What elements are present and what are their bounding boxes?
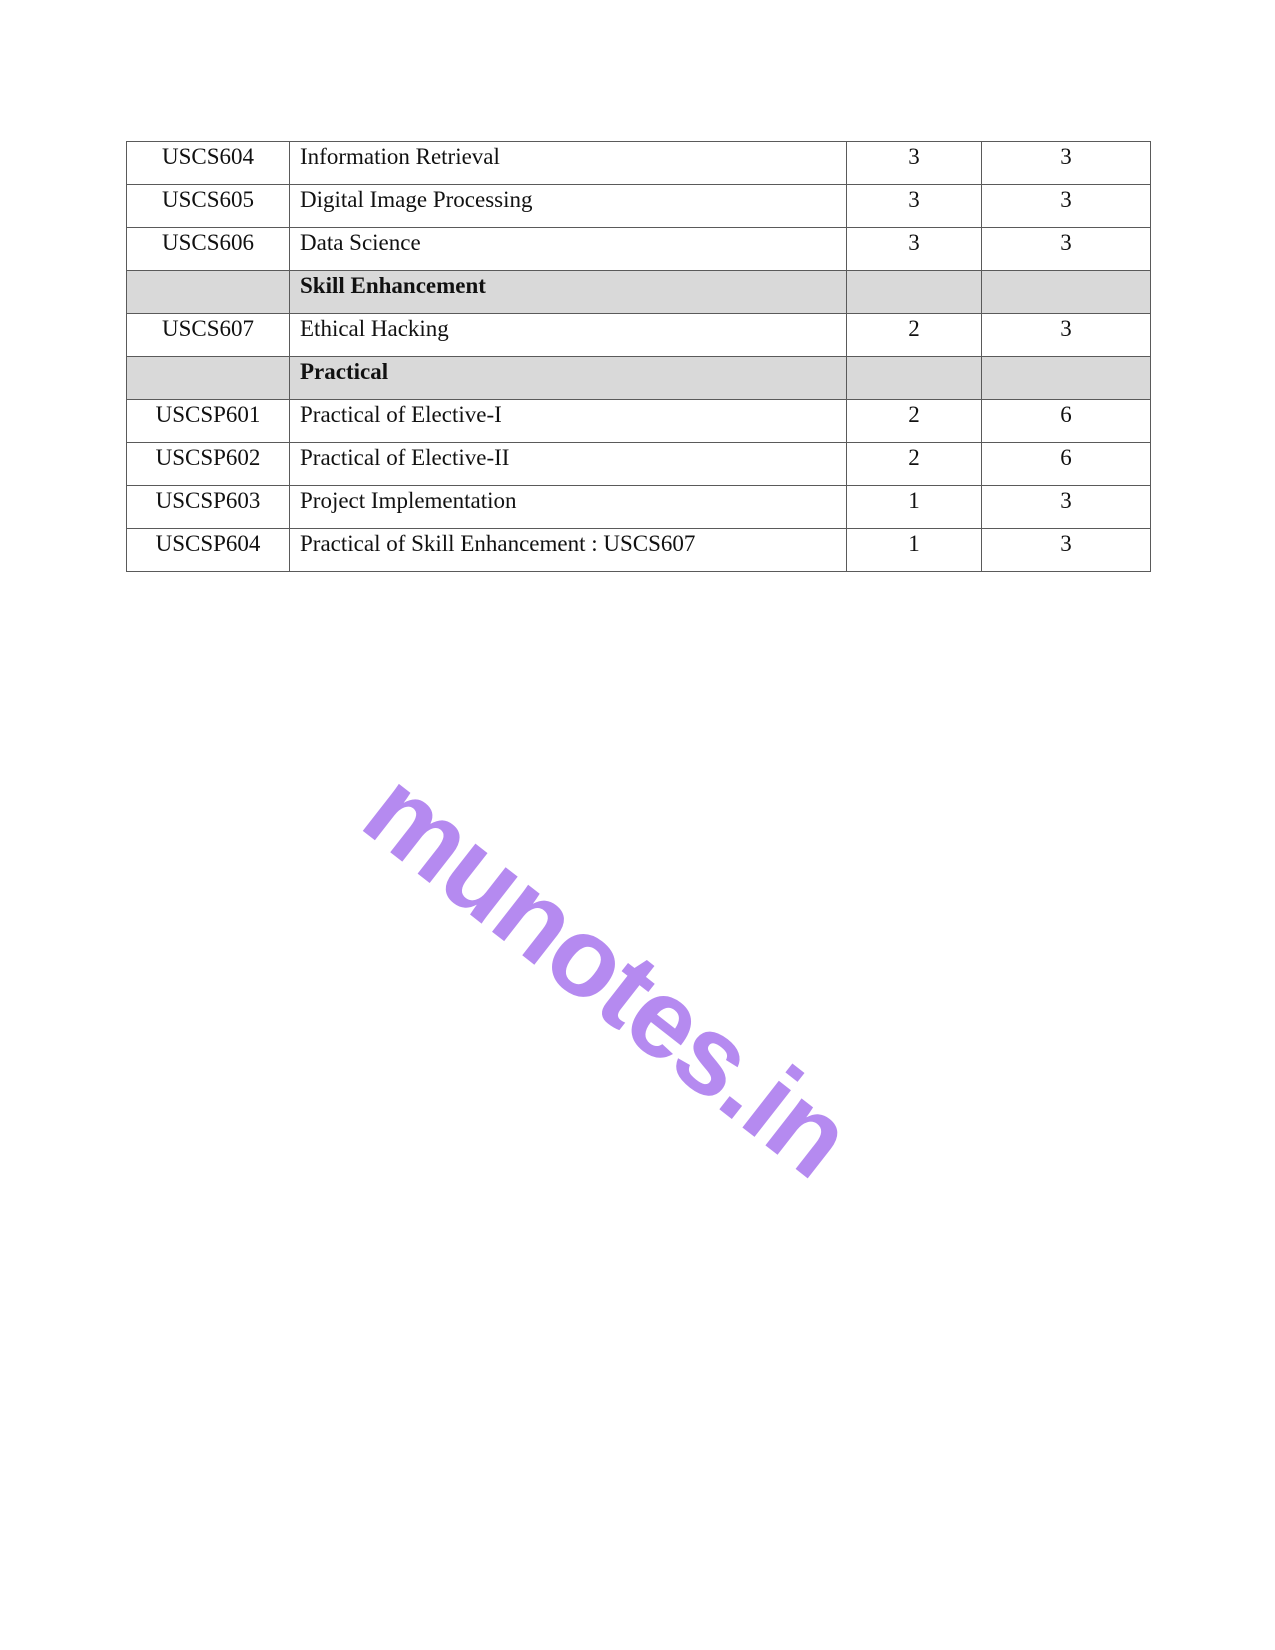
course-value-1: 2 xyxy=(847,314,982,357)
table-row xyxy=(127,400,1151,443)
table-row xyxy=(127,314,1151,357)
course-value-2: 3 xyxy=(982,486,1151,529)
course-name: Ethical Hacking xyxy=(290,314,847,357)
course-value-2: 3 xyxy=(982,142,1151,185)
course-value-2: 6 xyxy=(982,400,1151,443)
course-code: USCS604 xyxy=(127,142,290,185)
course-value-1: 3 xyxy=(847,228,982,271)
course-value-2: 3 xyxy=(982,185,1151,228)
watermark: munotes.in xyxy=(341,746,874,1201)
course-value-1: 3 xyxy=(847,185,982,228)
table-row xyxy=(127,486,1151,529)
course-value-2: 3 xyxy=(982,314,1151,357)
section-value-1 xyxy=(847,271,982,314)
course-name: Information Retrieval xyxy=(290,142,847,185)
table-row xyxy=(127,529,1151,572)
course-value-1: 3 xyxy=(847,142,982,185)
course-code: USCSP601 xyxy=(127,400,290,443)
syllabus-table xyxy=(126,141,1151,572)
section-code xyxy=(127,271,290,314)
course-code: USCSP602 xyxy=(127,443,290,486)
section-code xyxy=(127,357,290,400)
table-row xyxy=(127,142,1151,185)
section-value-2 xyxy=(982,357,1151,400)
course-code: USCS606 xyxy=(127,228,290,271)
course-name: Practical of Elective-II xyxy=(290,443,847,486)
course-code: USCS607 xyxy=(127,314,290,357)
course-name: Practical of Elective-I xyxy=(290,400,847,443)
course-code: USCSP603 xyxy=(127,486,290,529)
course-name: Digital Image Processing xyxy=(290,185,847,228)
course-value-2: 6 xyxy=(982,443,1151,486)
course-value-2: 3 xyxy=(982,529,1151,572)
course-value-1: 2 xyxy=(847,400,982,443)
table-row xyxy=(127,443,1151,486)
course-code: USCS605 xyxy=(127,185,290,228)
course-name: Practical of Skill Enhancement : USCS607 xyxy=(290,529,847,572)
section-value-2 xyxy=(982,271,1151,314)
course-value-1: 2 xyxy=(847,443,982,486)
table-row xyxy=(127,228,1151,271)
course-code: USCSP604 xyxy=(127,529,290,572)
course-value-1: 1 xyxy=(847,486,982,529)
table-row xyxy=(127,185,1151,228)
section-row-skill-enhancement xyxy=(127,271,1151,314)
course-name: Data Science xyxy=(290,228,847,271)
course-value-1: 1 xyxy=(847,529,982,572)
section-value-1 xyxy=(847,357,982,400)
course-value-2: 3 xyxy=(982,228,1151,271)
course-name: Project Implementation xyxy=(290,486,847,529)
section-row-practical xyxy=(127,357,1151,400)
section-heading: Practical xyxy=(290,357,847,400)
section-heading: Skill Enhancement xyxy=(290,271,847,314)
